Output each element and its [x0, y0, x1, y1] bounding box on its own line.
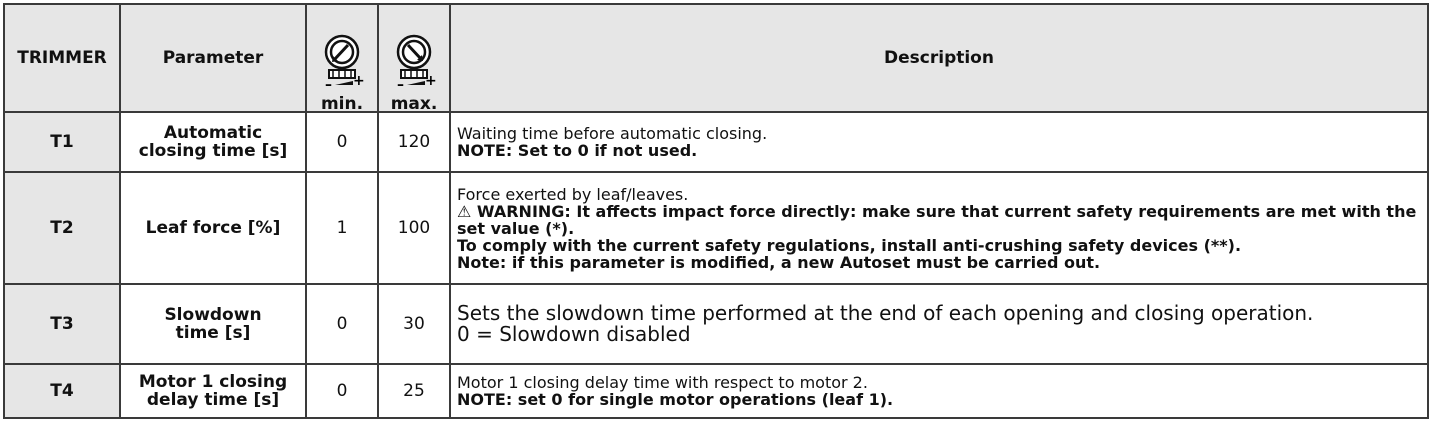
header-parameter: Parameter — [120, 4, 306, 112]
description-cell — [450, 112, 1428, 172]
parameter-line: Motor 1 closing — [138, 372, 288, 392]
max-cell: 120 — [378, 112, 450, 172]
svg-text:–: – — [325, 77, 332, 92]
table-header-row — [4, 4, 1428, 112]
max-cell: 25 — [378, 364, 450, 418]
max-cell: 100 — [378, 172, 450, 284]
parameter-line: closing time [s] — [138, 141, 288, 161]
min-cell: 0 — [306, 112, 378, 172]
parameter-cell — [120, 172, 306, 284]
trimmer-dial-min-icon — [319, 34, 365, 92]
description-cell — [450, 364, 1428, 418]
parameter-line: time [s] — [175, 323, 251, 343]
max-label: max. — [390, 94, 438, 114]
parameter-line: Automatic — [163, 123, 263, 143]
table-row — [4, 364, 1428, 418]
svg-text:–: – — [397, 77, 404, 92]
description-text: Force exerted by leaf/leaves. — [457, 184, 689, 204]
header-max — [378, 4, 450, 112]
header-description: Description — [450, 4, 1428, 112]
trimmer-cell: T4 — [4, 364, 120, 418]
min-cell: 0 — [306, 284, 378, 364]
table-row — [4, 172, 1428, 284]
description-note: To comply with the current safety regulations, install anti-crushing safety devices (**). — [457, 235, 1242, 255]
min-cell: 0 — [306, 364, 378, 418]
trimmer-cell: T3 — [4, 284, 120, 364]
table-row — [4, 284, 1428, 364]
trimmer-dial-max-icon — [391, 34, 437, 92]
description-cell — [450, 172, 1428, 284]
trimmer-cell: T1 — [4, 112, 120, 172]
table-row — [4, 112, 1428, 172]
parameter-cell — [120, 364, 306, 418]
parameter-cell — [120, 112, 306, 172]
description-note: NOTE: Set to 0 if not used. — [457, 141, 698, 160]
trimmer-table — [3, 3, 1429, 419]
description-warning: ⚠ WARNING: It affects impact force directly: make sure that current safety requirements are met with the set value (*). — [457, 201, 1417, 238]
parameter-line: Slowdown — [164, 305, 262, 325]
max-cell: 30 — [378, 284, 450, 364]
min-cell: 1 — [306, 172, 378, 284]
parameter-line: Leaf force [%] — [145, 218, 281, 238]
svg-text:+: + — [425, 73, 437, 89]
header-min — [306, 4, 378, 112]
description-note: Note: if this parameter is modified, a new Autoset must be carried out. — [457, 252, 1101, 272]
trimmer-cell: T2 — [4, 172, 120, 284]
parameter-cell — [120, 284, 306, 364]
parameter-line: delay time [s] — [146, 390, 280, 410]
description-cell — [450, 284, 1428, 364]
description-text: Waiting time before automatic closing. — [457, 124, 768, 143]
description-text: 0 = Slowdown disabled — [457, 322, 691, 346]
min-label: min. — [320, 94, 364, 114]
svg-text:+: + — [353, 73, 365, 89]
description-text: Motor 1 closing delay time with respect to motor 2. — [457, 373, 868, 392]
description-note: NOTE: set 0 for single motor operations (leaf 1). — [457, 390, 894, 409]
description-text: Sets the slowdown time performed at the end of each opening and closing operation. — [457, 301, 1314, 325]
header-trimmer: TRIMMER — [4, 4, 120, 112]
